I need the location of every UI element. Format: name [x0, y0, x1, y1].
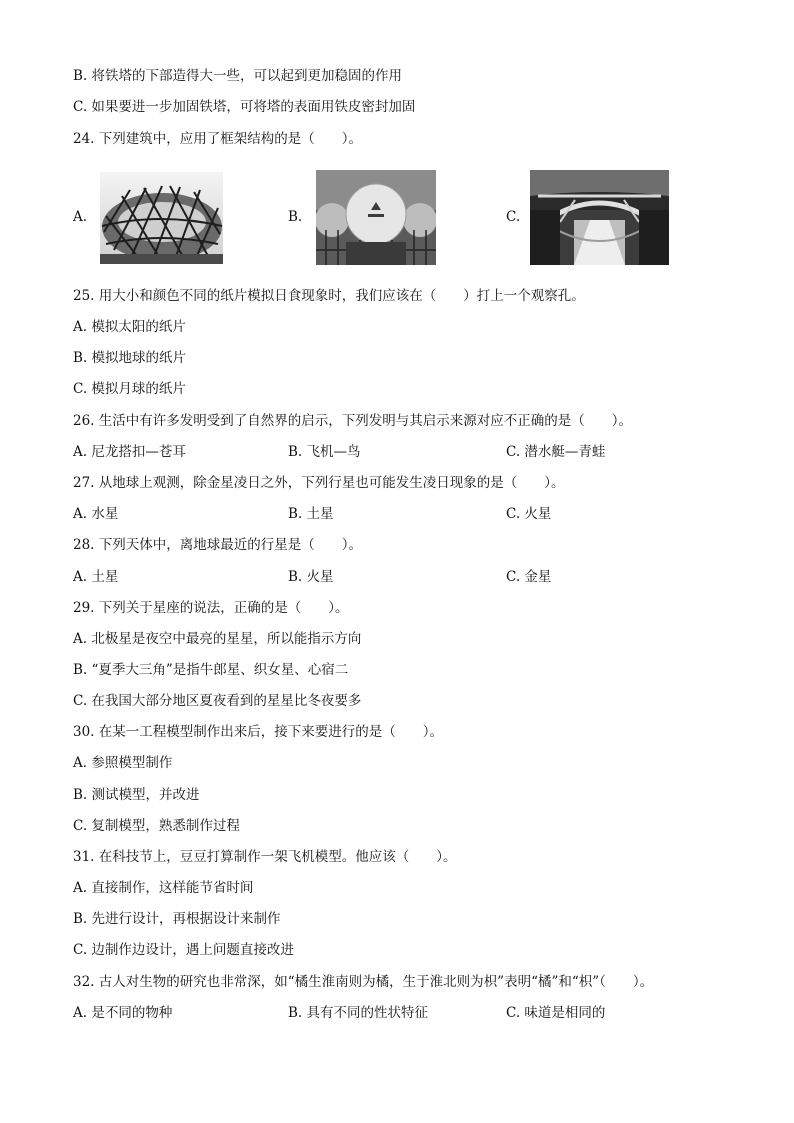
- q25-option-b: B. 模拟地球的纸片: [73, 350, 187, 366]
- q26-option-c: C. 潜水艇—青蛙: [506, 444, 606, 460]
- birds-nest-stadium-image: [100, 172, 223, 264]
- q23-option-b: B. 将铁塔的下部造得大一些，可以起到更加稳固的作用: [73, 68, 403, 84]
- q27-option-c: C. 火星: [506, 506, 552, 522]
- q28-options: [73, 567, 733, 587]
- q26-options: [73, 442, 733, 462]
- q25-option-c: C. 模拟月球的纸片: [73, 381, 186, 397]
- q24-option-a-label: A.: [73, 209, 88, 225]
- q30-stem: 30. 在某一工程模型制作出来后，接下来要进行的是（ ）。: [73, 724, 444, 740]
- q27-options: [73, 504, 733, 524]
- q29-option-c: C. 在我国大部分地区夏夜看到的星星比冬夜要多: [73, 693, 362, 709]
- q29-option-b: B. “夏季大三角”是指牛郎星、织女星、心宿二: [73, 662, 349, 678]
- q31-option-b: B. 先进行设计，再根据设计来制作: [73, 911, 281, 927]
- q27-option-b: B. 土星: [288, 506, 334, 522]
- q32-option-c: C. 味道是相同的: [506, 1005, 606, 1021]
- q25-option-a: A. 模拟太阳的纸片: [73, 319, 186, 335]
- q29-stem: 29. 下列关于星座的说法，正确的是（ ）。: [73, 600, 349, 616]
- q31-option-a: A. 直接制作，这样能节省时间: [73, 880, 254, 896]
- q30-option-c: C. 复制模型，熟悉制作过程: [73, 818, 240, 834]
- q32-option-a: A. 是不同的物种: [73, 1005, 173, 1021]
- q28-option-b: B. 火星: [288, 569, 334, 585]
- q26-stem: 26. 生活中有许多发明受到了自然界的启示，下列发明与其启示来源对应不正确的是（ ）。: [73, 413, 633, 429]
- q31-stem: 31. 在科技节上，豆豆打算制作一架飞机模型。他应该（ ）。: [73, 849, 457, 865]
- q24-option-c-label: C.: [506, 209, 521, 225]
- q24-options: [73, 170, 683, 266]
- q28-option-a: A. 土星: [73, 569, 119, 585]
- q26-option-a: A. 尼龙搭扣—苍耳: [73, 444, 186, 460]
- q26-option-b: B. 飞机—鸟: [288, 444, 361, 460]
- q29-option-a: A. 北极星是夜空中最亮的星星，所以能指示方向: [73, 631, 362, 647]
- q24-option-b-label: B.: [288, 209, 303, 225]
- q28-stem: 28. 下列天体中，离地球最近的行星是（ ）。: [73, 537, 363, 553]
- q31-option-c: C. 边制作边设计，遇上问题直接改进: [73, 942, 294, 958]
- q25-stem: 25. 用大小和颜色不同的纸片模拟日食现象时，我们应该在（ ）打上一个观察孔。: [73, 288, 585, 304]
- q30-option-a: A. 参照模型制作: [73, 755, 173, 771]
- q27-option-a: A. 水星: [73, 506, 119, 522]
- q32-options: [73, 1003, 733, 1023]
- q24-stem: 24. 下列建筑中，应用了框架结构的是（ ）。: [73, 131, 363, 147]
- q28-option-c: C. 金星: [506, 569, 552, 585]
- spherical-tanks-image: [316, 170, 436, 265]
- q30-option-b: B. 测试模型，并改进: [73, 787, 200, 803]
- q27-stem: 27. 从地球上观测，除金星凌日之外，下列行星也可能发生凌日现象的是（ ）。: [73, 475, 565, 491]
- q23-option-c: C. 如果要进一步加固铁塔，可将塔的表面用铁皮密封加固: [73, 99, 416, 115]
- q32-option-b: B. 具有不同的性状特征: [288, 1005, 429, 1021]
- arch-bridge-image: [530, 170, 669, 265]
- q32-stem: 32. 古人对生物的研究也非常深，如“橘生淮南则为橘，生于淮北则为枳”表明“橘”和“枳”（ ）。: [73, 974, 654, 990]
